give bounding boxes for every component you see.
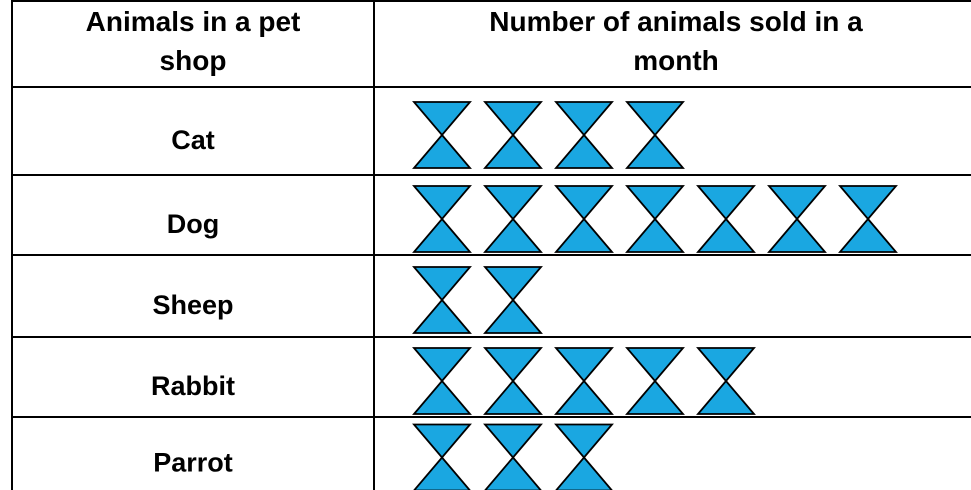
row-label-parrot: Parrot [153, 447, 233, 478]
hourglass-icon [414, 425, 470, 490]
hourglass-icon [485, 425, 541, 490]
hourglass-icon [556, 425, 612, 490]
table-header [86, 6, 863, 76]
hourglass-icon [485, 348, 541, 414]
row-label-sheep: Sheep [152, 290, 234, 320]
row-label-cat: Cat [171, 125, 215, 155]
hourglass-icon [627, 186, 683, 252]
hourglass-icon [414, 348, 470, 414]
table-row [153, 425, 612, 490]
hourglass-icon [556, 102, 612, 168]
header-sold-line2: month [633, 45, 719, 76]
hourglass-icon [556, 348, 612, 414]
hourglass-icon [485, 267, 541, 333]
hourglass-icon [485, 186, 541, 252]
hourglass-icon [698, 186, 754, 252]
header-animals-line2: shop [159, 45, 227, 76]
hourglass-icon [698, 348, 754, 414]
hourglass-icon [556, 186, 612, 252]
header-sold-line1: Number of animals sold in a [489, 6, 863, 37]
table-row [152, 267, 541, 333]
hourglass-icon [769, 186, 825, 252]
header-animals-line1: Animals in a pet [85, 6, 301, 37]
row-label-rabbit: Rabbit [151, 371, 235, 401]
hourglass-icon [485, 102, 541, 168]
hourglass-icon [627, 102, 683, 168]
hourglass-icon [414, 267, 470, 333]
hourglass-icon [627, 348, 683, 414]
row-label-dog: Dog [166, 209, 220, 239]
table-body [151, 102, 896, 490]
hourglass-icon [414, 186, 470, 252]
table-row [167, 186, 896, 252]
hourglass-icon [840, 186, 896, 252]
table-row [151, 348, 754, 414]
hourglass-icon [414, 102, 470, 168]
table-row [171, 102, 683, 168]
